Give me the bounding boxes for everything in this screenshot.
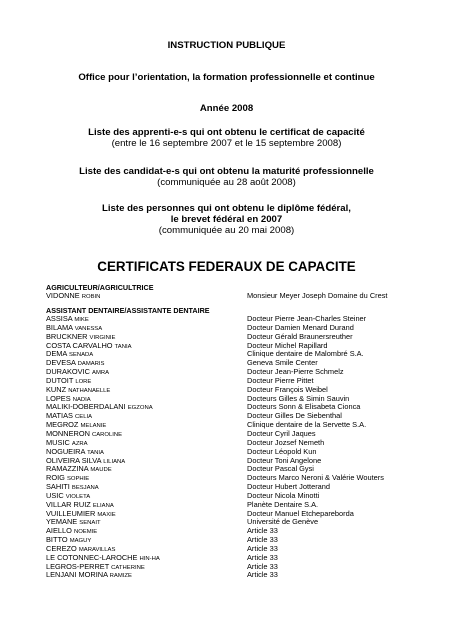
list-item — [46, 439, 426, 448]
person-name — [46, 368, 247, 377]
first-name: CAROLINE — [92, 431, 123, 438]
first-name: ROBIN — [81, 294, 101, 300]
list-item — [46, 501, 426, 510]
employer: Article 33 — [247, 571, 278, 580]
last-name: VIDONNE — [46, 292, 80, 300]
header-line1: INSTRUCTION PUBLIQUE — [167, 40, 286, 51]
list-item — [46, 368, 426, 377]
list2-title: Liste des candidat-e-s qui ont obtenu la maturité professionnelle — [79, 166, 374, 177]
first-name: MAUDE — [90, 467, 112, 474]
employer: Docteur Manuel Etchepareborda — [247, 509, 354, 518]
person-name — [46, 421, 247, 430]
person-name — [46, 342, 247, 351]
last-name: LOPES — [46, 394, 71, 403]
employer: Docteur Hubert Jotterand — [247, 483, 330, 492]
last-name: DUTOIT — [46, 376, 74, 385]
employer: Docteur Nicola Minotti — [247, 491, 320, 500]
last-name: COSTA CARVALHO — [46, 341, 113, 350]
list3-subtitle: (communiquée au 20 mai 2008) — [158, 225, 295, 236]
first-name: CELIA — [75, 414, 93, 421]
first-name: LILIANA — [103, 458, 126, 465]
person-name — [46, 377, 247, 386]
person-name — [46, 465, 247, 474]
list-item — [46, 457, 426, 466]
last-name: DEMA — [46, 350, 67, 359]
last-name: DEVESA — [46, 359, 76, 368]
first-name: EGZONA — [127, 405, 153, 412]
first-name: AMRA — [92, 370, 110, 377]
first-name: BESJANA — [71, 485, 99, 492]
list-item — [46, 527, 426, 536]
employer: Planète Dentaire S.A. — [247, 500, 319, 509]
list1-subtitle: (entre le 16 septembre 2007 et le 15 septembre 2008) — [111, 138, 342, 149]
person-name — [46, 292, 247, 301]
first-name: HIN-HA — [139, 555, 160, 562]
list-item — [46, 342, 426, 351]
section-rows-assistant-dentaire — [46, 315, 426, 580]
last-name: BRUCKNER — [46, 332, 88, 341]
first-name: LORE — [75, 378, 92, 385]
employer: Docteur Jozsef Nemeth — [247, 438, 325, 447]
person-name — [46, 403, 247, 412]
employer: Docteur Léopold Kun — [247, 447, 317, 456]
section-rows-agriculteur — [46, 292, 426, 301]
list-item — [46, 377, 426, 386]
first-name: SOPHIE — [66, 476, 90, 483]
employer: Docteur Cyril Jaques — [247, 429, 316, 438]
employer: Docteur Gilles De Siebenthal — [247, 412, 342, 421]
header-office: Office pour l’orientation, la formation professionnelle et continue — [78, 72, 375, 83]
person-name — [46, 536, 247, 545]
last-name: USIC — [46, 491, 64, 500]
employer: Docteur Pierre Pittet — [247, 376, 314, 385]
employer: Docteur Pierre Jean-Charles Steiner — [247, 315, 367, 323]
person-name — [46, 483, 247, 492]
list-item — [46, 403, 426, 412]
person-name — [46, 492, 247, 501]
first-name: MELANIE — [80, 423, 107, 430]
last-name: BITTO — [46, 536, 68, 545]
employer: Article 33 — [247, 536, 278, 545]
last-name: LEGROS-PERRET — [46, 562, 110, 571]
person-name — [46, 333, 247, 342]
list-item — [46, 421, 426, 430]
first-name: NADIA — [72, 396, 91, 403]
employer: Article 33 — [247, 527, 278, 536]
first-name: RAMIZE — [109, 573, 132, 580]
person-name — [46, 563, 247, 572]
person-name — [46, 324, 247, 333]
list-item — [46, 492, 426, 501]
last-name: NOGUEIRA — [46, 447, 86, 456]
person-name — [46, 510, 247, 519]
first-name: AZRA — [71, 440, 88, 447]
employer: Clinique dentaire de la Servette S.A. — [247, 421, 367, 430]
person-name — [46, 518, 247, 527]
last-name: DURAKOVIC — [46, 368, 90, 377]
last-name: LE COTONNEC-LAROCHE — [46, 553, 138, 562]
first-name: SENADA — [69, 352, 94, 359]
person-name — [46, 386, 247, 395]
list-item — [46, 448, 426, 457]
person-name — [46, 545, 247, 554]
person-name — [46, 554, 247, 563]
person-name — [46, 359, 247, 368]
employer: Article 33 — [247, 544, 278, 553]
person-name — [46, 350, 247, 359]
list-item — [46, 483, 426, 492]
list-item — [46, 510, 426, 519]
employer: Monsieur Meyer Joseph Domaine du Crest — [247, 292, 388, 300]
last-name: BILAMA — [46, 323, 73, 332]
list-item — [46, 536, 426, 545]
first-name: NOEMIE — [73, 529, 98, 536]
list-item — [46, 554, 426, 563]
list2-subtitle: (communiquée au 28 août 2008) — [157, 177, 296, 188]
first-name: VIOLETA — [65, 493, 91, 500]
list-item — [46, 315, 426, 324]
employer: Docteur Toni Angelone — [247, 456, 322, 465]
first-name: SENAIT — [79, 520, 101, 527]
header-year: Année 2008 — [199, 103, 254, 114]
first-name: ELIANA — [92, 502, 114, 509]
last-name: AIELLO — [46, 527, 72, 536]
list-item — [46, 359, 426, 368]
person-name — [46, 430, 247, 439]
employer: Docteurs Marco Neroni & Valérie Wouters — [247, 474, 384, 483]
list-item — [46, 333, 426, 342]
list-item — [46, 395, 426, 404]
employer: Docteurs Gilles & Simin Sauvin — [247, 394, 350, 403]
employer: Docteur Jean-Pierre Schmelz — [247, 368, 344, 377]
last-name: MALIKI-DOBERDALANI — [46, 403, 126, 412]
first-name: NATHANAELLE — [68, 387, 111, 394]
list-item — [46, 518, 426, 527]
first-name: MAGUY — [69, 538, 92, 545]
section-title-assistant-dentaire: ASSISTANT DENTAIRE/ASSISTANTE DENTAIRE — [46, 306, 210, 315]
list3-title-a: Liste des personnes qui ont obtenu le diplôme fédéral, — [102, 203, 351, 214]
last-name: VILLAR RUIZ — [46, 500, 91, 509]
employer: Docteur François Weibel — [247, 385, 328, 394]
section-title-agriculteur: AGRICULTEUR/AGRICULTRICE — [46, 283, 154, 292]
last-name: VUILLEUMIER — [46, 509, 96, 518]
list-item — [46, 563, 426, 572]
list3-title-b: le brevet fédéral en 2007 — [170, 214, 283, 225]
person-name — [46, 439, 247, 448]
employer: Article 33 — [247, 553, 278, 562]
employer: Docteur Michel Rapillard — [247, 341, 328, 350]
list1-title: Liste des apprenti-e-s qui ont obtenu le certificat de capacité — [88, 127, 365, 138]
last-name: MONNERON — [46, 429, 90, 438]
main-title: CERTIFICATS FEDERAUX DE CAPACITE — [97, 259, 356, 274]
employer: Docteur Pascal Gysi — [247, 465, 314, 474]
employer: Article 33 — [247, 562, 278, 571]
list-item — [46, 292, 426, 301]
last-name: CEREZO — [46, 544, 77, 553]
employer: Clinique dentaire de Malombré S.A. — [247, 350, 364, 359]
person-name — [46, 501, 247, 510]
last-name: ASSISA — [46, 315, 73, 323]
employer: Geneva Smile Center — [247, 359, 318, 368]
list-item — [46, 571, 426, 580]
first-name: DAMARIS — [77, 361, 105, 368]
list-item — [46, 324, 426, 333]
first-name: VANESSA — [74, 325, 103, 332]
last-name: YEMANE — [46, 518, 78, 527]
person-name — [46, 412, 247, 421]
list-item — [46, 474, 426, 483]
last-name: KUNZ — [46, 385, 67, 394]
list-item — [46, 430, 426, 439]
person-name — [46, 571, 247, 580]
person-name — [46, 474, 247, 483]
list-item — [46, 386, 426, 395]
first-name: VIRGINIE — [89, 334, 116, 341]
person-name — [46, 527, 247, 536]
list-item — [46, 545, 426, 554]
person-name — [46, 448, 247, 457]
person-name — [46, 315, 247, 324]
first-name: MARAVILLAS — [78, 546, 116, 553]
employer: Université de Genève — [247, 518, 319, 527]
person-name — [46, 457, 247, 466]
employer: Docteur Damien Menard Durand — [247, 323, 354, 332]
last-name: MUSIC — [46, 438, 70, 447]
person-name — [46, 395, 247, 404]
last-name: LENJANI MORINA — [46, 571, 108, 580]
list-item — [46, 465, 426, 474]
employer: Docteur Gérald Braunersreuther — [247, 332, 353, 341]
first-name: MIKE — [74, 317, 89, 323]
first-name: TANIA — [114, 343, 132, 350]
last-name: OLIVEIRA SILVA — [46, 456, 102, 465]
last-name: MEGROZ — [46, 421, 79, 430]
list-item — [46, 350, 426, 359]
list-item — [46, 412, 426, 421]
first-name: MAXIE — [97, 511, 116, 518]
last-name: RAMAZZINA — [46, 465, 89, 474]
last-name: ROIG — [46, 474, 65, 483]
last-name: MATIAS — [46, 412, 73, 421]
employer: Docteurs Sonn & Elisabeta Cionca — [247, 403, 361, 412]
first-name: CATHERINE — [111, 564, 145, 571]
last-name: SAHITI — [46, 483, 70, 492]
first-name: TANIA — [87, 449, 104, 456]
